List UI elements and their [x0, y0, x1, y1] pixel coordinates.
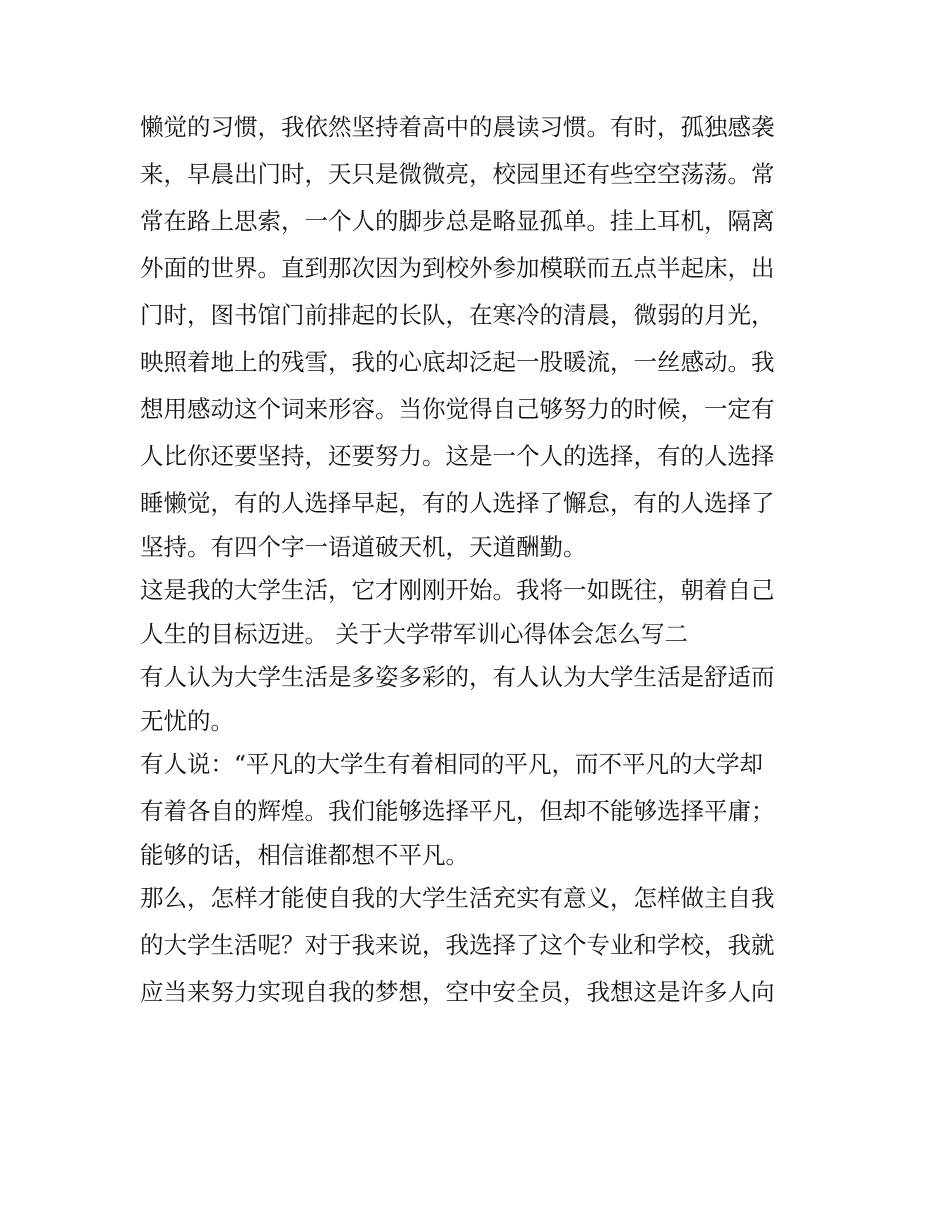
text-line: 想用感动这个词来形容。当你觉得自己够努力的时候，一定有: [140, 395, 775, 423]
text-line: 人比你还要坚持，还要努力。这是一个人的选择，有的人选择: [140, 442, 775, 470]
text-line: 外面的世界。直到那次因为到校外参加模联而五点半起床，出: [140, 254, 775, 282]
text-line: 门时，图书馆门前排起的长队，在寒冷的清晨，微弱的月光，: [140, 301, 775, 329]
text-line: 那么，怎样才能使自我的大学生活充实有意义，怎样做主自我: [140, 884, 775, 912]
text-line: 无忧的。: [140, 707, 234, 735]
text-line: 有人说：“平凡的大学生有着相同的平凡，而不平凡的大学却: [140, 750, 764, 778]
text-line: 有着各自的辉煌。我们能够选择平凡，但却不能够选择平庸；: [140, 797, 775, 825]
text-line: 懒觉的习惯，我依然坚持着高中的晨读习惯。有时，孤独感袭: [140, 113, 775, 141]
text-line: 应当来努力实现自我的梦想，空中安全员，我想这是许多人向: [140, 978, 775, 1006]
text-line: 坚持。有四个字一语道破天机，天道酬勤。: [140, 533, 587, 561]
text-line: 映照着地上的残雪，我的心底却泛起一股暖流，一丝感动。我: [140, 348, 775, 376]
text-line: 能够的话，相信谁都想不平凡。: [140, 841, 469, 869]
text-line: 人生的目标迈进。 关于大学带军训心得体会怎么写二: [140, 620, 688, 648]
text-line: 有人认为大学生活是多姿多彩的，有人认为大学生活是舒适而: [140, 663, 775, 691]
document-body: [140, 104, 820, 1016]
text-line: 来，早晨出门时，天只是微微亮，校园里还有些空空荡荡。常: [140, 160, 775, 188]
text-line: 睡懒觉，有的人选择早起，有的人选择了懈怠，有的人选择了: [140, 489, 775, 517]
text-line: 常在路上思索，一个人的脚步总是略显孤单。挂上耳机，隔离: [140, 207, 775, 235]
text-line: 这是我的大学生活，它才刚刚开始。我将一如既往，朝着自己: [140, 576, 775, 604]
text-line: 的大学生活呢？对于我来说，我选择了这个专业和学校，我就: [140, 931, 775, 959]
